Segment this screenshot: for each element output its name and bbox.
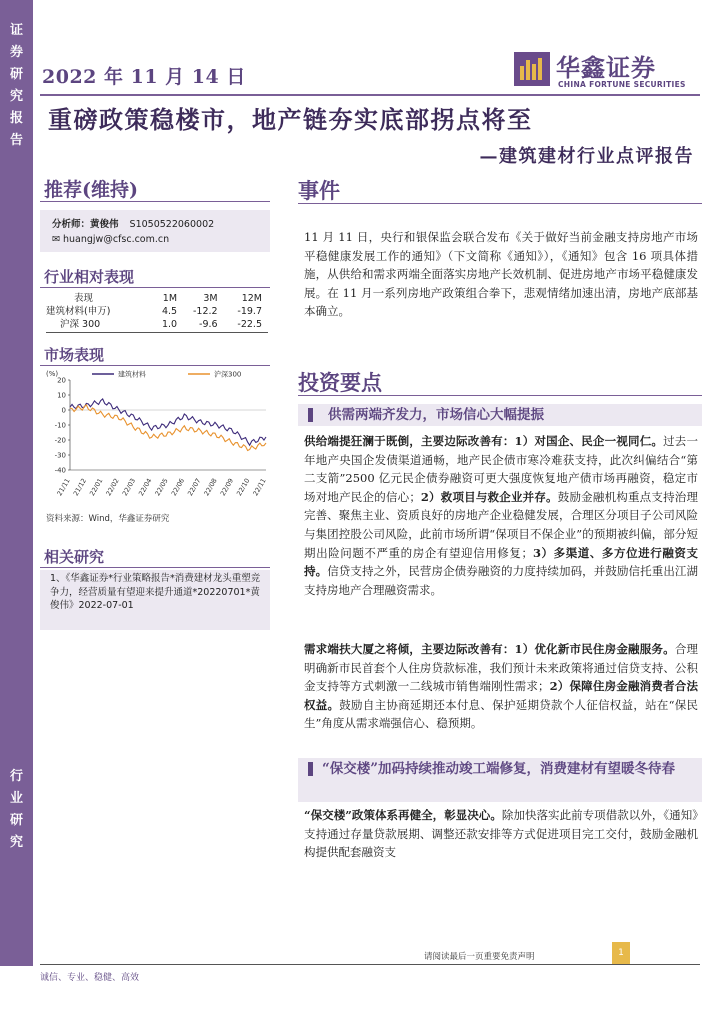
analyst-email[interactable]: huangjw@cfsc.com.cn [63, 234, 170, 245]
perf-table [46, 292, 268, 331]
footer-divider [40, 964, 700, 965]
point1-p2-text-2: 鼓励自主协商延期还本付息、保护延期贷款个人征信权益，站在“保民生”角度从需求端强信心、稳预期。 [304, 697, 698, 731]
x-tick-label: 22/06 [169, 477, 187, 498]
x-tick-label: 21/12 [71, 477, 89, 498]
legend-label: 建筑材料 [118, 370, 146, 379]
point1-p2-text-1: 合理明确新市民首套个人住房贷款标准，我们预计未来政策将通过信贷支持、公积金支持等方式刺激一二线城市销售端刚性需求； [304, 642, 699, 694]
footer-motto: 诚信、专业、稳健、高效 [40, 973, 140, 983]
related-heading: 相关研究 [44, 548, 105, 566]
y-axis-label: (%) [46, 370, 59, 378]
point1-bold-2: 2）救项目与救企业并存。 [420, 489, 558, 504]
analyst-box [40, 210, 270, 252]
event-heading: 事件 [298, 178, 340, 203]
point2-text-1: 除加快落实此前专项借款以外，《通知》支持通过存量贷款展期、调整还款安排等方式促进项目完工交付，鼓励金融机构提供配套融资支 [304, 808, 699, 860]
side-char: 研 [9, 813, 23, 828]
side-char: 行 [9, 769, 23, 784]
header-divider [40, 94, 700, 96]
event-divider [298, 203, 702, 204]
point2-bold-1: “保交楼”政策体系再健全，彰显决心。 [304, 808, 502, 822]
perf-header-cell: 3M [203, 293, 218, 304]
point1-title: 供需两端齐发力，市场信心大幅提振 [328, 407, 544, 423]
logo-text-cn: 华鑫证券 [556, 54, 656, 82]
perf-table-bottom-rule [46, 332, 268, 333]
event-paragraph: 11 月 11 日，央行和银保监会联合发布《关于做好当前金融支持房地产市场平稳健康发展工作的通知》（下文简称《通知》），《通知》包含 16 项具体措施，从供给和需求两端全面落实房地产长效机制、促进房地产市场平稳健康发展。在 11 月一系列房地产政策组合拳下，悲观情绪加速出清，房地产底部基本确立。 [304, 230, 698, 319]
point1-text-2: 鼓励金融机构重点支持治理完善、聚焦主业、资质良好的房地产企业稳健发展，合理区分项目子公司风险与集团控股公司风险，此前市场所谓“保项目不保企业”的预期被纠偏，部分短期出险问题不严重的房企有望迎信用修复； [304, 489, 698, 560]
x-tick-label: 22/03 [120, 477, 138, 498]
x-tick-label: 21/11 [55, 477, 72, 498]
point2-title: “保交楼”加码持续推动竣工端修复，消费建材有望暖冬待春 [322, 761, 676, 777]
related-item[interactable]: 1、《华鑫证券*行业策略报告*消费建材龙头重塑竞争力，经营质量有望迎来提升通道*20220701*黄俊伟》2022-07-01 [50, 573, 261, 611]
table-row [46, 305, 268, 318]
table-row [46, 318, 268, 331]
point2-bar-icon [308, 762, 313, 776]
perf-header-cell: 表现 [74, 293, 94, 304]
point1-paragraph-2 [304, 640, 698, 733]
perf-table-header [46, 292, 268, 305]
point1-bar-icon [308, 408, 313, 422]
disclaimer-note[interactable]: 请阅读最后一页重要免责声明 [424, 952, 535, 962]
point1-bold-3: 3）多渠道、多方位进行融资支持。 [304, 545, 698, 579]
x-tick-label: 22/01 [88, 477, 105, 498]
analyst-name: 分析师：黄俊伟 [52, 219, 119, 230]
analyst-email-line [52, 234, 169, 245]
perf-cell: 4.5 [161, 306, 178, 317]
point1-p2-bold-1: 需求端扶大厦之将倾，主要边际改善有：1）优化新市民住房金融服务。 [304, 642, 675, 656]
perf-cell: -12.2 [192, 306, 218, 317]
rating-divider [40, 201, 270, 202]
point2-paragraph [304, 806, 698, 862]
x-tick-label: 22/10 [235, 477, 252, 498]
x-tick-label: 22/07 [186, 477, 203, 498]
side-char: 券 [9, 45, 23, 60]
related-box [40, 570, 270, 630]
x-tick-label: 22/05 [153, 477, 170, 498]
rating-heading: 推荐(维持) [44, 179, 138, 201]
legend-label: 沪深300 [214, 370, 242, 379]
y-tick-label: -10 [54, 421, 66, 430]
invest-heading: 投资要点 [298, 370, 382, 395]
x-tick-label: 22/04 [137, 477, 154, 498]
side-char: 研 [9, 67, 23, 82]
side-char: 究 [9, 89, 23, 104]
point1-paragraph-1 [304, 432, 698, 599]
report-title: 重磅政策稳楼市，地产链夯实底部拐点将至 [48, 105, 533, 134]
side-char: 业 [9, 791, 23, 806]
side-char: 究 [9, 835, 23, 850]
x-tick-label: 22/11 [251, 477, 268, 498]
y-tick-label: -20 [54, 436, 66, 445]
x-tick-label: 22/02 [104, 477, 121, 498]
point1-text-3: 信贷支持之外，民营房企债券融资的力度持续加码，并鼓励信托重出江湖支持房地产合理融资需求。 [304, 564, 699, 597]
market-heading: 市场表现 [44, 346, 105, 364]
y-tick-label: 10 [57, 391, 66, 400]
market-chart [40, 366, 272, 504]
report-date: 2022 年 11 月 14 日 [42, 66, 246, 88]
related-divider [40, 567, 270, 568]
logo-mark-icon [514, 52, 550, 86]
side-char: 证 [9, 23, 23, 38]
side-char: 告 [9, 133, 23, 148]
series-line-industry [70, 399, 266, 445]
chart-source: 资料来源：Wind，华鑫证券研究 [46, 514, 170, 524]
series-line-hs300 [70, 405, 266, 451]
perf-cell: -9.6 [199, 319, 218, 330]
y-tick-label: 0 [61, 406, 66, 415]
email-icon: ✉ [52, 234, 60, 245]
x-tick-label: 22/09 [218, 477, 236, 498]
perf-cell: 1.0 [161, 319, 178, 330]
point1-text-1: 过去一年地产央国企发债渠道通畅，地产民企债市寒冷难获支持，此次纠偏结合“第二支箭”2500 亿元民企债券融资可更大强度恢复地产债市场再融资，稳定市场对地产民企的信心； [304, 434, 699, 504]
side-label-top [0, 20, 33, 152]
point1-bold-1: 供给端提狂澜于既倒，主要边际改善有：1）对国企、民企一视同仁。 [304, 434, 664, 448]
perf-header-cell: 1M [162, 293, 178, 304]
perf-cell: -19.7 [237, 306, 262, 317]
perf-heading: 行业相对表现 [44, 268, 135, 286]
company-logo [514, 48, 690, 94]
perf-divider [40, 287, 270, 288]
side-label-bottom [0, 766, 33, 854]
perf-cell: 沪深 300 [60, 319, 101, 330]
y-tick-label: -30 [54, 451, 66, 460]
y-tick-label: -40 [54, 466, 66, 475]
logo-text-en: CHINA FORTUNE SECURITIES [558, 80, 686, 89]
x-tick-label: 22/08 [202, 477, 219, 498]
analyst-id: S1050522060002 [129, 219, 215, 230]
report-subtitle: —建筑建材行业点评报告 [479, 146, 694, 167]
point1-p2-bold-2: 2）保障住房金融消费者合法权益。 [304, 679, 698, 712]
y-tick-label: 20 [57, 376, 66, 385]
perf-cell: -22.5 [237, 319, 262, 330]
side-char: 报 [9, 111, 23, 126]
market-chart-svg [40, 366, 272, 504]
invest-divider [298, 395, 702, 396]
analyst-name-line [52, 216, 214, 230]
perf-header-cell: 12M [241, 293, 262, 304]
page-number: 1 [612, 942, 630, 964]
perf-cell: 建筑材料(申万) [46, 306, 111, 317]
